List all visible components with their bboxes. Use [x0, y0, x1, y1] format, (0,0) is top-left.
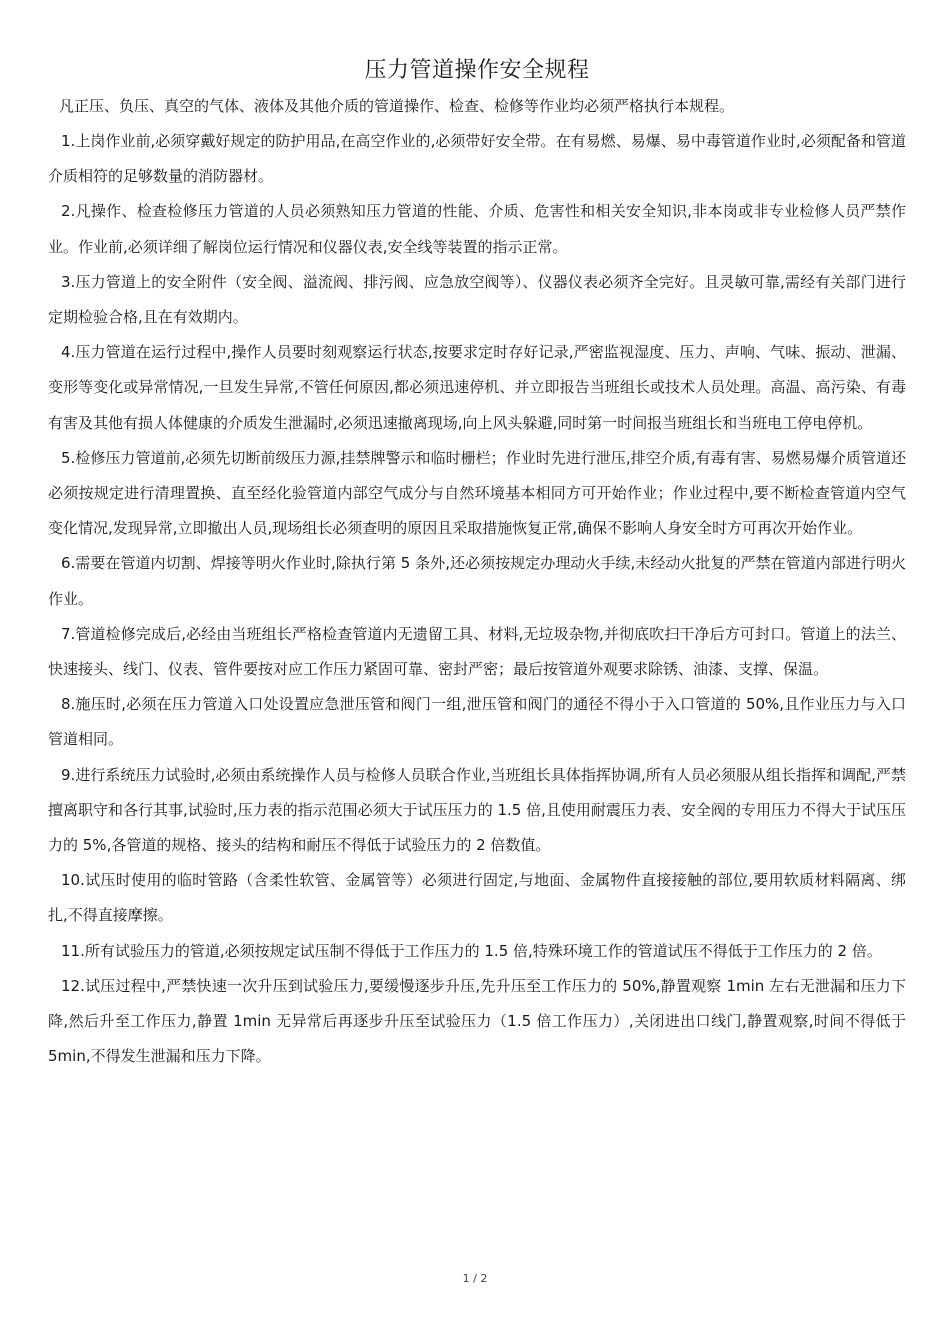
clause-7: 7.管道检修完成后,必经由当班组长严格检查管道内无遗留工具、材料,无垃圾杂物,并彻底吹扫干净后方可封口。管道上的法兰、快速接头、线门、仪表、管件要按对应工作压力紧固可靠、密封严密；最后按管道外观要求除锈、油漆、支撑、保温。	[48, 624, 906, 679]
clause-4: 4.压力管道在运行过程中,操作人员要时刻观察运行状态,按要求定时存好记录,严密监视湿度、压力、声响、气味、振动、泄漏、变形等变化或异常情况,一旦发生异常,不管任何原因,都必须迅速停机、并立即报告当班组长或技术人员处理。高温、高污染、有毒有害及其他有损人体健康的介质发生泄漏时,必须迅速撤离现场,向上风头躲避,同时第一时间报当班组长和当班电工停电停机。	[48, 343, 906, 432]
intro-paragraph: 凡正压、负压、真空的气体、液体及其他介质的管道操作、检查、检修等作业均必须严格执行本规程。	[59, 97, 735, 115]
clause-12: 12.试压过程中,严禁快速一次升压到试验压力,要缓慢逐步升压,先升压至工作压力的 50%,静置观察 1min 左右无泄漏和压力下降,然后升至工作压力,静置 1min 无异常后再逐步升压至试验压力（1.5 倍工作压力）,关闭进出口线门,静置观察,时间不得低于 5min,不得发生泄漏和压力下降。	[48, 976, 906, 1066]
clause-5: 5.检修压力管道前,必须先切断前级压力源,挂禁牌警示和临时栅栏；作业时先进行泄压,排空介质,有毒有害、易燃易爆介质管道还必须按规定进行清理置换、直至经化验管道内部空气成分与自然环境基本相同方可开始作业；作业过程中,要不断检查管道内空气变化情况,发现异常,立即撤出人员,现场组长必须查明的原因且采取措施恢复正常,确保不影响人身安全时方可再次开始作业。	[48, 448, 906, 538]
page-number: 1 / 2	[462, 1272, 488, 1285]
clause-2: 2.凡操作、检查检修压力管道的人员必须熟知压力管道的性能、介质、危害性和相关安全知识,非本岗或非专业检修人员严禁作业。作业前,必须详细了解岗位运行情况和仪器仪表,安全线等装置的指示正常。	[48, 202, 906, 256]
document-title: 压力管道操作安全规程	[364, 58, 590, 83]
clause-11: 11.所有试验压力的管道,必须按规定试压制不得低于工作压力的 1.5 倍,特殊环境工作的管道试压不得低于工作压力的 2 倍。	[61, 941, 882, 960]
clause-10: 10.试压时使用的临时管路（含柔性软管、金属管等）必须进行固定,与地面、金属物件直接接触的部位,要用软质材料隔离、绑扎,不得直接摩擦。	[48, 871, 906, 925]
clause-list	[48, 124, 906, 1074]
clause-8: 8.施压时,必须在压力管道入口处设置应急泄压管和阀门一组,泄压管和阀门的通径不得小于入口管道的 50%,且作业压力与入口管道相同。	[48, 695, 906, 749]
clause-1: 1.上岗作业前,必须穿戴好规定的防护用品,在高空作业的,必须带好安全带。在有易燃、易爆、易中毒管道作业时,必须配备和管道介质相符的足够数量的消防器材。	[48, 132, 906, 186]
clause-3: 3.压力管道上的安全附件（安全阀、溢流阀、排污阀、应急放空阀等）、仪器仪表必须齐全完好。且灵敏可靠,需经有关部门进行定期检验合格,且在有效期内。	[48, 272, 906, 327]
clause-9: 9.进行系统压力试验时,必须由系统操作人员与检修人员联合作业,当班组长具体指挥协调,所有人员必须服从组长指挥和调配,严禁擅离职守和各行其事,试验时,压力表的指示范围必须大于试压压力的 1.5 倍,且使用耐震压力表、安全阀的专用压力不得大于试压压力的 5%,各管道的规格、接头的结构和耐压不得低于试验压力的 2 倍数值。	[48, 765, 906, 855]
clause-6: 6.需要在管道内切割、焊接等明火作业时,除执行第 5 条外,还必须按规定办理动火手续,未经动火批复的严禁在管道内部进行明火作业。	[48, 554, 906, 608]
